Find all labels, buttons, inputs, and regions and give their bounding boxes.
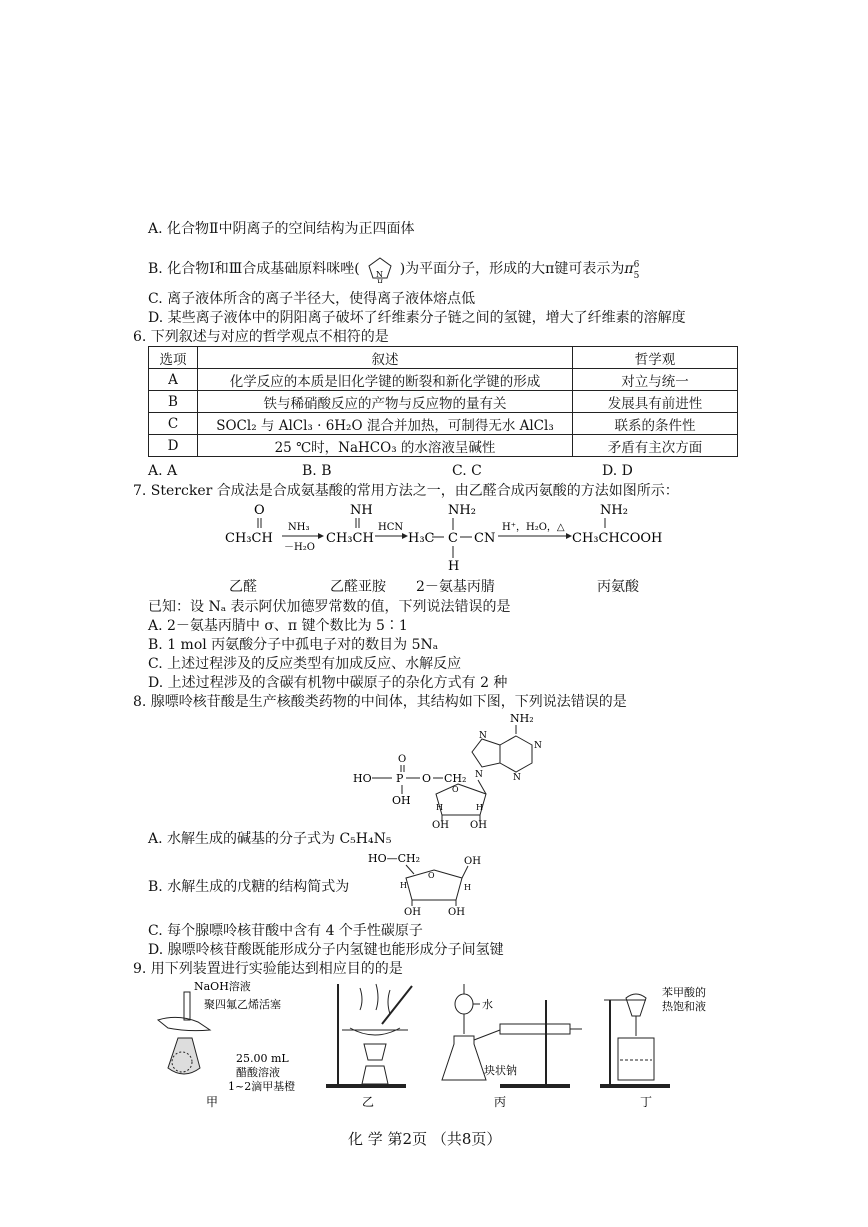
- jia-label: 甲: [206, 1095, 219, 1108]
- sol-label: 醋酸溶液: [236, 1066, 280, 1079]
- naoh-label: NaOH溶液: [194, 980, 251, 993]
- r1-bot: －H₂O: [284, 542, 315, 553]
- oh-2: OH: [432, 820, 449, 828]
- acid-label-1: 苯甲酸的: [662, 986, 706, 999]
- pentose-structure: [364, 848, 494, 918]
- q7-option-d: D. 上述过程涉及的含碳有机物中碳原子的杂化方式有 2 种: [148, 675, 508, 691]
- row-option: A: [149, 369, 198, 391]
- ding-label: 丁: [640, 1095, 653, 1109]
- sugar-oh-3: OH: [448, 907, 465, 918]
- apparatus-jia: [148, 978, 308, 1108]
- sugar-hoch2: HO—CH₂: [368, 852, 421, 865]
- imidazole-h: H: [376, 279, 383, 283]
- vol-label: 25.00 mL: [236, 1052, 289, 1065]
- na-label: 块状钠: [484, 1064, 517, 1077]
- table-header-row: [149, 347, 738, 369]
- m3-right: CN: [474, 531, 496, 546]
- ch2-label: CH₂: [444, 772, 467, 785]
- col-header-view: 哲学观: [573, 347, 738, 369]
- q7-option-c: C. 上述过程涉及的反应类型有加成反应、水解反应: [148, 656, 462, 672]
- row-desc: SOCl₂ 与 AlCl₃ · 6H₂O 混合并加热，可制得无水 AlCl₃: [198, 413, 573, 435]
- q8-option-b: B. 水解生成的戊糖的结构简式为: [148, 879, 350, 895]
- q5-option-b: [148, 255, 644, 283]
- apparatus-yi: [320, 980, 430, 1110]
- r3-top: H⁺，H₂O，△: [502, 522, 565, 533]
- row-desc: 化学反应的本质是旧化学键的断裂和新化学键的形成: [198, 369, 573, 391]
- pi-symbol: π: [624, 261, 634, 277]
- pi-sup: 6: [633, 260, 640, 270]
- ring-o: O: [452, 785, 459, 794]
- q8-stem: 8. 腺嘌呤核苷酸是生产核酸类药物的中间体，其结构如下图，下列说法错误的是: [133, 694, 627, 710]
- m3-bot: H: [448, 559, 460, 574]
- q6-stem: 6. 下列叙述与对应的哲学观点不相符的是: [133, 329, 389, 345]
- q7-stem: 7. Stercker 合成法是合成氨基酸的常用方法之一，由乙醛合成丙氨酸的方法如图所示：: [133, 483, 679, 499]
- q8-option-c: C. 每个腺嘌呤核苷酸中含有 4 个手性碳原子: [148, 923, 423, 939]
- row-option: D: [149, 435, 198, 457]
- n-label-1: N: [534, 741, 542, 751]
- r2-top: HCN: [378, 522, 404, 533]
- m3-top: NH₂: [448, 503, 476, 518]
- apparatus-bing: [440, 980, 590, 1110]
- q6-choice-d: D. D: [602, 463, 633, 479]
- q9-stem: 9. 用下列装置进行实验能达到相应目的的是: [133, 961, 403, 977]
- q6-choice-b: B. B: [302, 463, 332, 479]
- sugar-oh-1: OH: [464, 856, 481, 867]
- row-desc: 25 ℃时，NaHCO₃ 的水溶液呈碱性: [198, 435, 573, 457]
- m1-top: O: [254, 503, 265, 518]
- h-b: H: [476, 803, 483, 812]
- q7-option-a: A. 2－氨基丙腈中 σ、π 键个数比为 5∶1: [148, 618, 408, 634]
- table-row: [149, 413, 738, 435]
- imidazole-n: N: [375, 270, 383, 279]
- q6-table: [148, 346, 738, 457]
- n-label-3: N: [513, 773, 521, 783]
- p-label: P: [396, 772, 404, 785]
- q7-name-3: 2－氨基丙腈: [416, 579, 495, 595]
- nucleotide-structure: [348, 710, 558, 828]
- imidazole-ring: [360, 255, 400, 283]
- m2-top: NH: [350, 503, 373, 518]
- col-header-option: 选项: [149, 347, 198, 369]
- sugar-oh-2: OH: [404, 907, 421, 918]
- page-footer: 化 学 第2页 （共8页）: [348, 1130, 502, 1148]
- q5-option-b-pre: B. 化合物Ⅰ和Ⅲ合成基础原料咪唑(: [148, 261, 360, 277]
- q7-name-4: 丙氨酸: [597, 579, 639, 595]
- ind-label: 1~2滴甲基橙: [228, 1080, 296, 1093]
- col-header-desc: 叙述: [198, 347, 573, 369]
- ho-label: HO: [353, 772, 372, 785]
- water-label: 水: [482, 998, 493, 1011]
- m4-top: NH₂: [600, 503, 628, 518]
- m3-c: C: [448, 531, 458, 546]
- valve-label: 聚四氟乙烯活塞: [204, 998, 281, 1011]
- q8-option-d: D. 腺嘌呤核苷酸既能形成分子内氢键也能形成分子间氢键: [148, 942, 504, 958]
- row-view: 对立与统一: [573, 369, 738, 391]
- m1: CH₃CH: [225, 531, 273, 546]
- q7-name-2: 乙醛亚胺: [330, 579, 386, 595]
- q7-name-1: 乙醛: [229, 579, 257, 595]
- table-row: [149, 391, 738, 413]
- table-row: [149, 369, 738, 391]
- q5-option-c: C. 离子液体所含的离子半径大，使得离子液体熔点低: [148, 291, 476, 307]
- o-top: O: [398, 754, 407, 765]
- m2: CH₃CH: [326, 531, 374, 546]
- q7-reaction-scheme: [220, 500, 670, 576]
- n-label-9: N: [475, 770, 483, 780]
- acid-label-2: 热饱和液: [662, 1000, 706, 1013]
- nh2-label: NH₂: [510, 712, 534, 725]
- apparatus-ding: [596, 980, 726, 1110]
- row-view: 矛盾有主次方面: [573, 435, 738, 457]
- table-row: [149, 435, 738, 457]
- sugar-o: O: [428, 871, 435, 880]
- row-view: 发展具有前进性: [573, 391, 738, 413]
- o-bridge: O: [422, 772, 432, 785]
- pi-sub: 5: [633, 271, 640, 281]
- n-label-7: N: [479, 731, 487, 741]
- q7-option-b: B. 1 mol 丙氨酸分子中孤电子对的数目为 5Nₐ: [148, 637, 439, 653]
- q6-choice-c: C. C: [452, 463, 482, 479]
- q8-option-a: A. 水解生成的碱基的分子式为 C₅H₄N₅: [148, 831, 392, 847]
- h-a: H: [436, 803, 443, 812]
- m3-left: H₃C: [408, 531, 435, 546]
- q5-option-a: A. 化合物Ⅱ中阴离子的空间结构为正四面体: [148, 221, 415, 237]
- row-option: B: [149, 391, 198, 413]
- yi-label: 乙: [362, 1095, 375, 1109]
- oh-p: OH: [392, 794, 411, 807]
- q6-choice-a: A. A: [148, 463, 178, 479]
- q7-known: 已知：设 Nₐ 表示阿伏加德罗常数的值，下列说法错误的是: [148, 599, 511, 615]
- row-view: 联系的条件性: [573, 413, 738, 435]
- sugar-h-1: H: [400, 881, 407, 890]
- row-desc: 铁与稀硝酸反应的产物与反应物的量有关: [198, 391, 573, 413]
- row-option: C: [149, 413, 198, 435]
- bing-label: 丙: [494, 1095, 507, 1109]
- r1-top: NH₃: [288, 522, 310, 533]
- q5-option-d: D. 某些离子液体中的阴阳离子破坏了纤维素分子链之间的氢键，增大了纤维素的溶解度: [148, 310, 686, 326]
- oh-3: OH: [470, 820, 487, 828]
- m4: CH₃CHCOOH: [572, 531, 663, 546]
- sugar-h-2: H: [464, 883, 471, 892]
- q5-option-b-post: )为平面分子，形成的大π键可表示为: [399, 261, 625, 277]
